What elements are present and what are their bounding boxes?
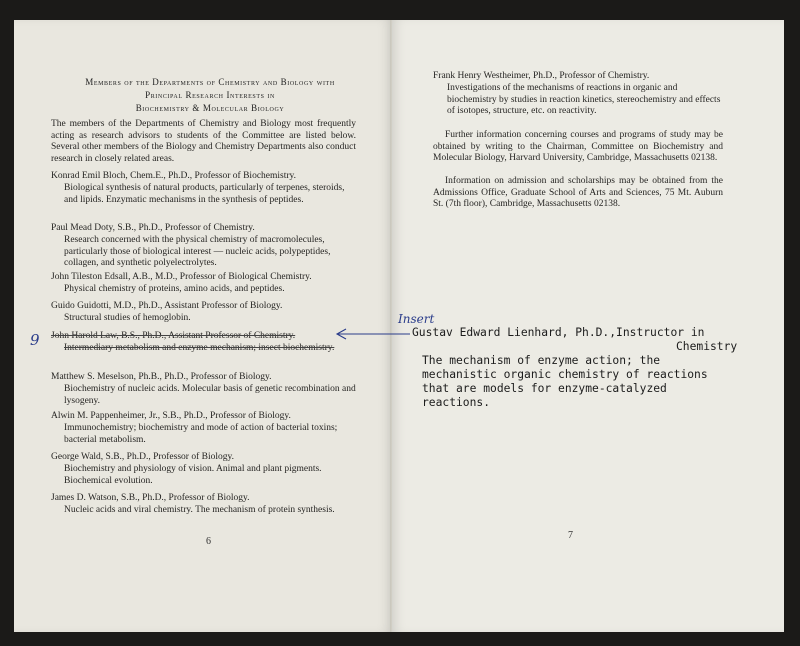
faculty-name: Alwin M. Pappenheimer, Jr., S.B., Ph.D., Professor of Biology. (51, 411, 291, 421)
typed-insert-research: reactions. (422, 396, 491, 409)
admissions-paragraph: Information on admission and scholarships may be obtained from the Admissions Office, Graduate School of Arts and Sciences, 75 Mt. Auburn St. (7th floor), Cambridge, Massachusetts 02138. (433, 176, 723, 210)
faculty-research: Investigations of the mechanisms of reactions in organic and biochemistry by studies in reaction kinetics, stereochemistry and effects of isotopes, structure, etc. on reactivity. (447, 83, 721, 117)
faculty-name: John Tileston Edsall, A.B., M.D., Professor of Biological Chemistry. (51, 272, 312, 282)
section-heading (60, 76, 360, 115)
faculty-research: Structural studies of hemoglobin. (64, 313, 191, 323)
intro-paragraph: The members of the Departments of Chemistry and Biology most frequently acting as research advisors to students of the Committee are listed below. Several other members of the Biology and Chemistry Departments also conduct research in closely related areas. (51, 119, 356, 164)
faculty-name: Frank Henry Westheimer, Ph.D., Professor of Chemistry. (433, 71, 650, 81)
faculty-name: Paul Mead Doty, S.B., Ph.D., Professor of Chemistry. (51, 223, 255, 233)
heading-line-3: Biochemistry & Molecular Biology (135, 103, 285, 113)
faculty-research: Immunochemistry; biochemistry and mode of action of bacterial toxins; bacterial metabolism. (64, 423, 338, 445)
margin-handwritten-mark: 9 (30, 331, 40, 349)
faculty-name: James D. Watson, S.B., Ph.D., Professor of Biology. (51, 493, 250, 503)
faculty-research: Nucleic acids and viral chemistry. The mechanism of protein synthesis. (64, 505, 335, 515)
faculty-name: George Wald, S.B., Ph.D., Professor of Biology. (51, 452, 234, 462)
typed-insert-research: mechanistic organic chemistry of reactions (422, 368, 708, 381)
faculty-research: Physical chemistry of proteins, amino acids, and peptides. (64, 284, 285, 294)
struck-faculty-name: John Harold Law, B.S., Ph.D., Assistant Professor of Chemistry. (51, 331, 296, 341)
typed-insert-name: Gustav Edward Lienhard, Ph.D.,Instructor in (412, 326, 705, 339)
typed-insert-research: that are models for enzyme-catalyzed (422, 382, 667, 395)
faculty-research: Biochemistry of nucleic acids. Molecular basis of genetic recombination and lysogeny. (64, 384, 356, 406)
faculty-research: Research concerned with the physical chemistry of macromolecules, particularly those of biological interest — nucleic acids, polypeptides, collagen, and synthetic polyelectrolytes. (64, 235, 331, 269)
contact-paragraph: Further information concerning courses and programs of study may be obtained by writing to the Chairman, Committee on Biochemistry and Molecular Biology, Harvard University, Cambridge, Massachusetts 02138. (433, 130, 723, 164)
page-number: 6 (206, 536, 211, 547)
heading-line-2: Principal Research Interests in (145, 90, 275, 100)
faculty-research: Biological synthesis of natural products, particularly of terpenes, steroids, and lipids. Enzymatic mechanisms in the synthesis of peptides. (64, 183, 345, 205)
heading-line-1: Members of the Departments of Chemistry and Biology with (85, 77, 335, 87)
page-number: 7 (568, 530, 573, 541)
typed-insert-title: Chemistry (676, 340, 738, 353)
faculty-research: Biochemistry and physiology of vision. Animal and plant pigments. Biochemical evolution. (64, 464, 322, 486)
typed-insert-research: The mechanism of enzyme action; the (422, 354, 661, 367)
faculty-name: Konrad Emil Bloch, Chem.E., Ph.D., Professor of Biochemistry. (51, 171, 297, 181)
struck-faculty-research: Intermediary metabolism and enzyme mechanism; insect biochemistry. (64, 343, 335, 353)
handwritten-insert-note: Insert (398, 312, 435, 326)
faculty-name: Guido Guidotti, M.D., Ph.D., Assistant Professor of Biology. (51, 301, 283, 311)
faculty-name: Matthew S. Meselson, Ph.B., Ph.D., Professor of Biology. (51, 372, 272, 382)
